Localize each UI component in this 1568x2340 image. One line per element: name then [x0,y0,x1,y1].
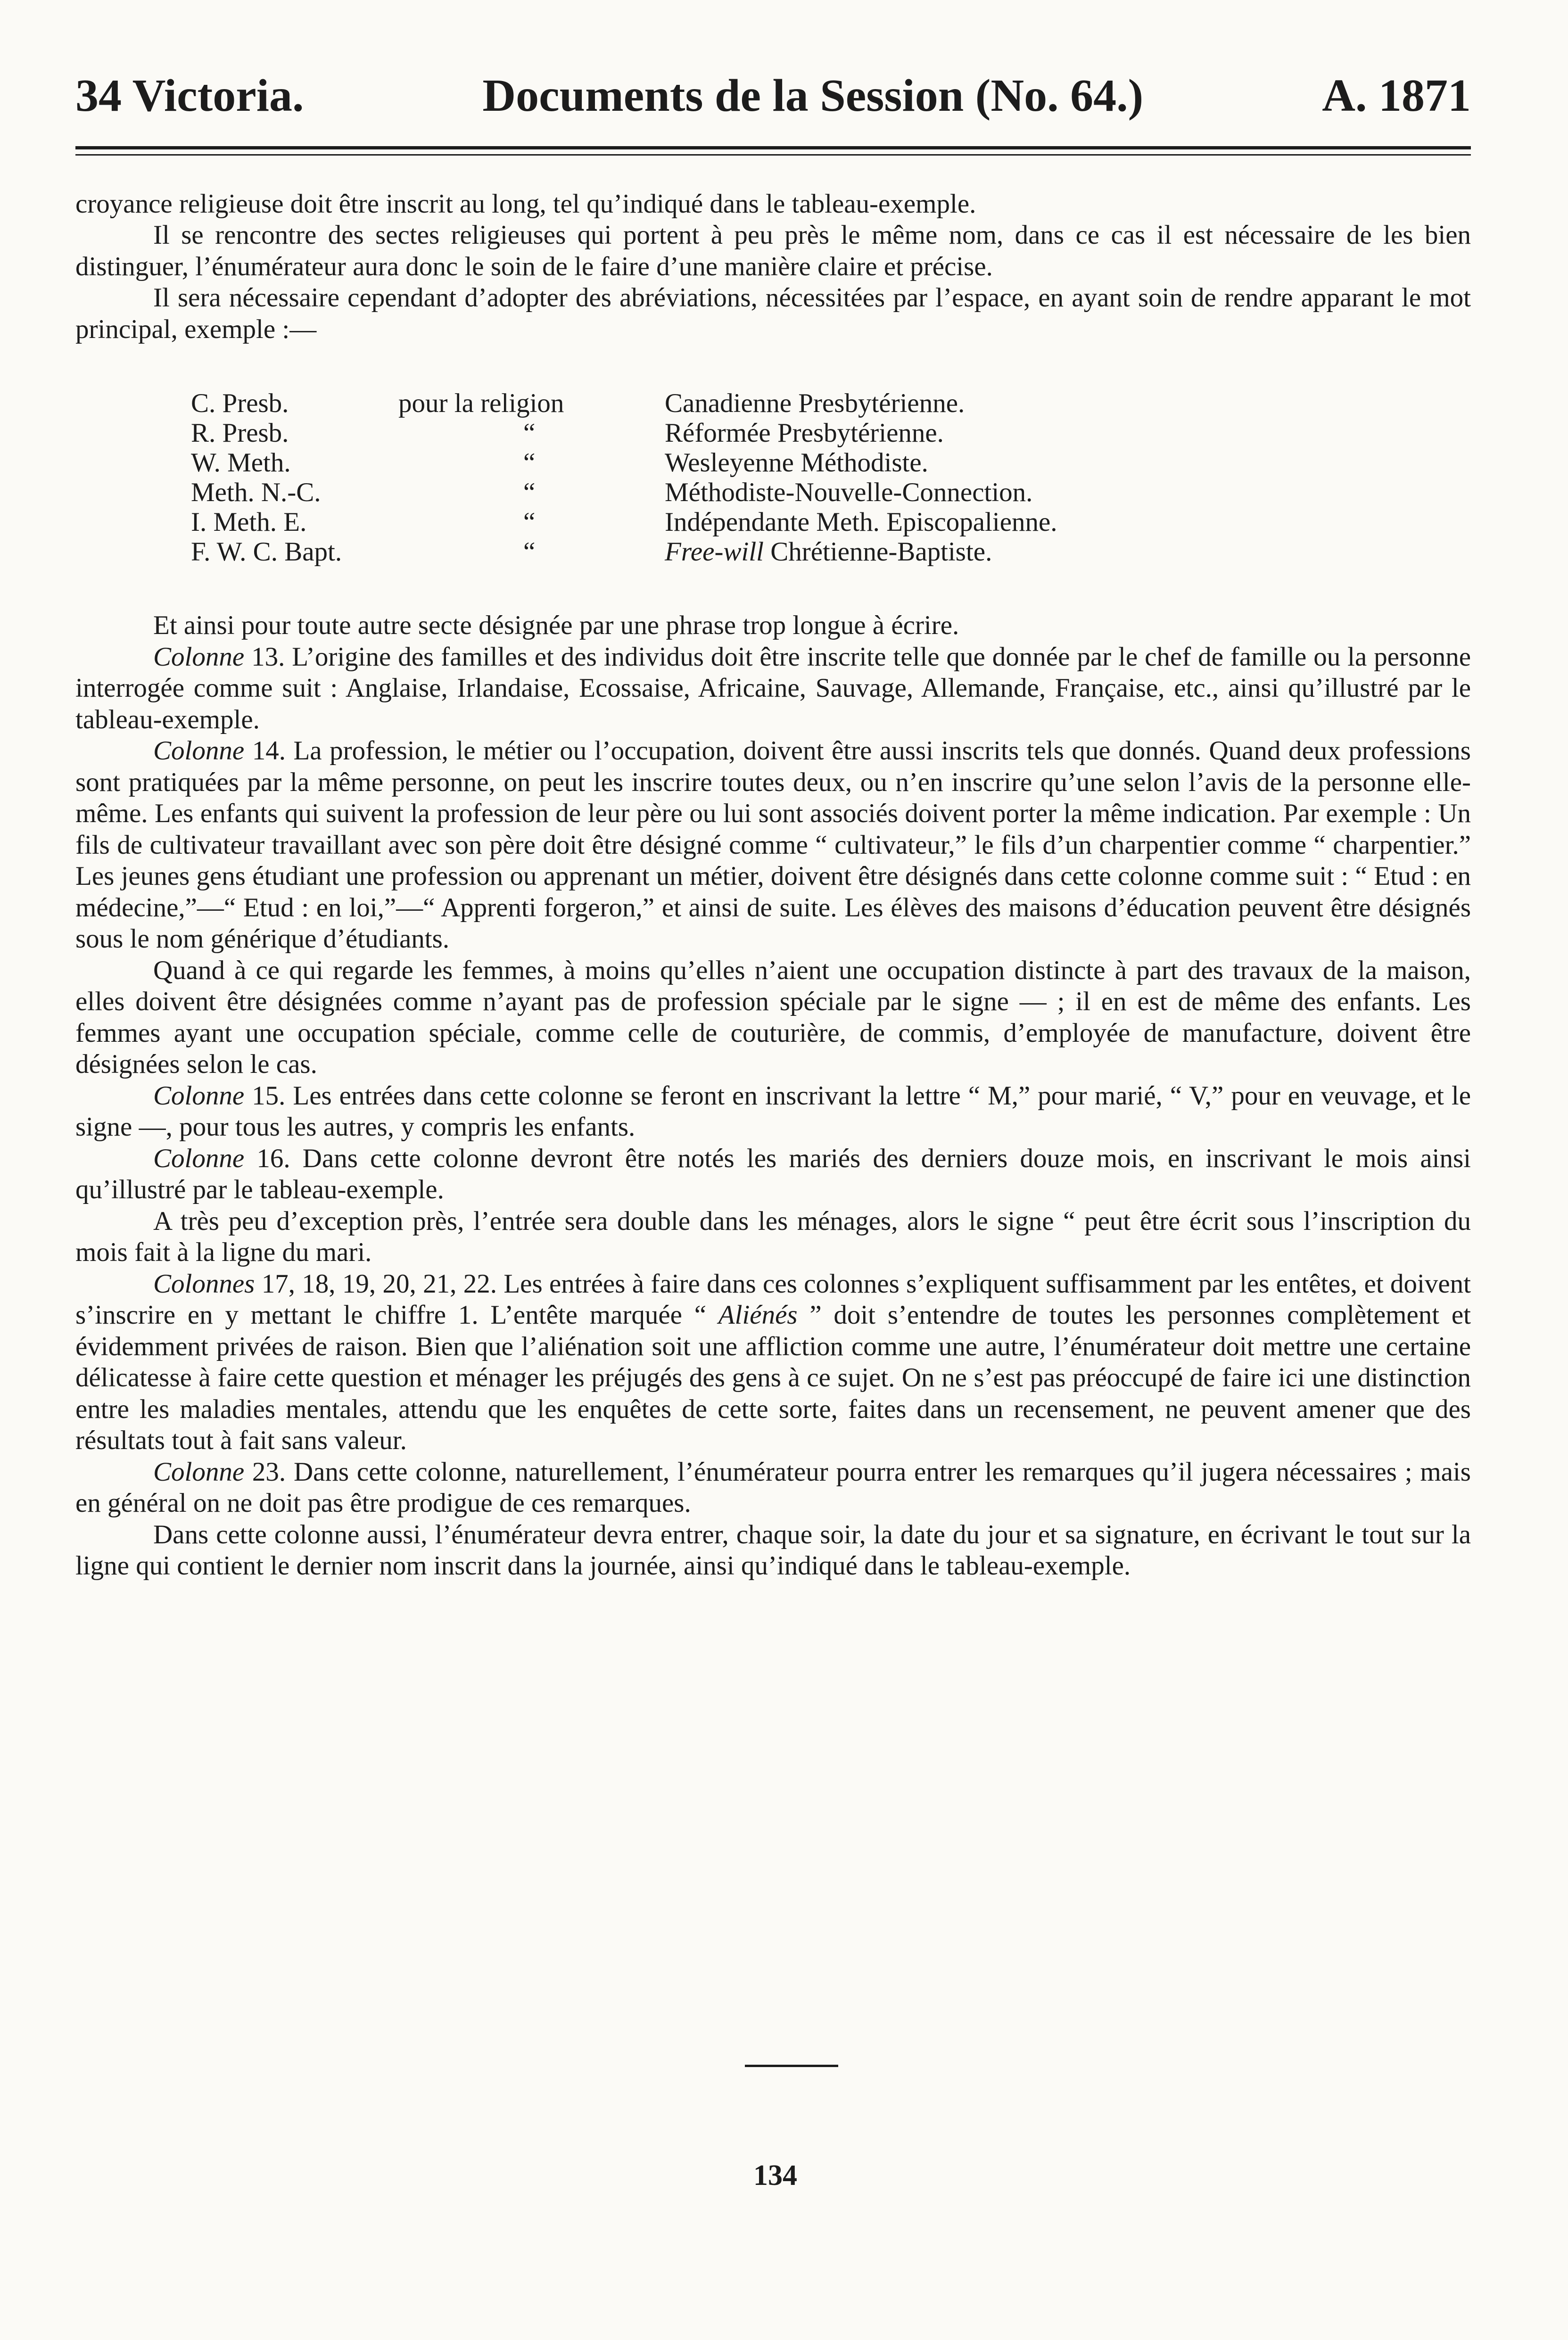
colonne-label: Colonne [153,642,245,672]
abbr-meaning [665,537,1372,567]
colonnes-label: Colonnes [153,1269,255,1299]
header-year: A. 1871 [1322,70,1471,121]
colonne-label: Colonne [153,736,245,766]
abbr-meaning: Wesleyenne Méthodiste. [665,448,928,478]
abbr-term: F. W. C. Bapt. [191,537,342,567]
paragraph-colonne-15 [75,1080,1471,1143]
abbr-ditto: “ [523,537,536,567]
colonne-23-text: 23. Dans cette colonne, naturellement, l’énumérateur pourra entrer les remarques qu’il jugera nécessaires ; mais en général on ne doit pas être prodigue de ces remarques. [75,1457,1471,1518]
abbr-meaning: Réformée Presbytérienne. [665,418,944,448]
page-number: 134 [753,2159,797,2192]
paragraph-femmes: Quand à ce qui regarde les femmes, à moins qu’elles n’aient une occupation distincte à part des travaux de la maison, elles doivent être désignées comme n’ayant pas de profession spéciale par le signe — ; il en est de même des enfants. Les femmes ayant une occupation spéciale, comme celle de couturière, de commis, d’employée de manufacture, doivent être désignées selon le cas. [75,955,1471,1079]
paragraph-autre-secte: Et ainsi pour toute autre secte désignée par une phrase trop longue à écrire. [153,610,959,641]
abbr-meaning: Méthodiste-Nouvelle-Connection. [665,478,1033,508]
paragraph-colonnes-17-22 [75,1269,1471,1457]
paragraph-signature: Dans cette colonne aussi, l’énumérateur devra entrer, chaque soir, la date du jour et sa signature, en écrivant le tout sur la ligne qui contient le dernier nom inscrit dans la journée, ainsi qu’indiqué dans le tableau-exemple. [75,1519,1471,1581]
colonnes-17-22-text-a: 17, 18, 19, 20, 21, 22. Les entrées à faire dans ces colonnes s’expliquent suffisamment par les entêtes, et doivent s’inscrire en y mettant le chiffre 1. L’entête marquée “ [75,1269,1471,1330]
paragraph-colonne-14 [75,735,1471,955]
paragraph-colonne-13 [75,642,1471,736]
alienes-term: Aliénés [718,1300,798,1330]
footer-rule [745,2065,838,2067]
body-text [75,189,1471,1582]
colonne-15-text: 15. Les entrées dans cette colonne se feront en inscrivant la lettre “ M,” pour marié, “ V,” pour en veuvage, et le signe —, pour tous les autres, y compris les enfants. [75,1080,1471,1142]
abbr-term: R. Presb. [191,418,289,448]
document-page [75,71,1471,1582]
abbr-term: I. Meth. E. [191,507,307,537]
paragraph-continuation: croyance religieuse doit être inscrit au long, tel qu’indiqué dans le tableau-exemple. [75,189,976,219]
abbr-ditto: “ [523,448,536,478]
abbr-term: C. Presb. [191,388,289,419]
abbr-meaning-italic: Free-will [665,537,764,567]
colonne-16-text: 16. Dans cette colonne devront être notés les mariés des derniers douze mois, en inscrivant le mois ainsi qu’illustré par le tableau-exemple. [75,1143,1471,1205]
colonne-13-text: 13. L’origine des familles et des individus doit être inscrite telle que donnée par le chef de famille ou la personne interrogée comme suit : Anglaise, Irlandaise, Ecossaise, Africaine, Sauvage, Allemande, Française, etc., ainsi qu’illustré par le tableau-exemple. [75,642,1471,734]
abbr-meaning-rest: Chrétienne-Baptiste. [764,537,992,567]
colonne-label: Colonne [153,1143,245,1173]
colonne-14-text: 14. La profession, le métier ou l’occupation, doivent être aussi inscrits tels que donnés. Quand deux professions sont pratiquées par la même personne, on peut les inscrire toutes deux, ou n’en inscrire qu’une selon l’avis de la personne elle-même. Les enfants qui suivent la profession de leur père ou lui sont associés doivent porter la même indication. Par exemple : Un fils de cultivateur travaillant avec son père doit être désigné comme “ cultivateur,” le fils d’un charpentier comme “ charpentier.” Les jeunes gens étudiant une profession ou apprenant un métier, doivent être désignés dans cette colonne comme suit : “ Etud : en médecine,”—“ Etud : en loi,”—“ Apprenti forgeron,” et ainsi de suite. Les élèves des maisons d’éducation peuvent être désignés sous le nom générique d’étudiants. [75,736,1471,954]
colonne-label: Colonne [153,1457,245,1487]
colonne-label: Colonne [153,1080,245,1111]
header-rule-thin [75,154,1471,156]
abbr-meaning: Canadienne Presbytérienne. [665,388,965,419]
paragraph-entree-double: A très peu d’exception près, l’entrée sera double dans les ménages, alors le signe “ peut être écrit sous l’inscription du mois fait à la ligne du mari. [75,1206,1471,1268]
running-header [75,71,1471,122]
abbr-meaning: Indépendante Meth. Episcopalienne. [665,507,1057,537]
paragraph-sectes: Il se rencontre des sectes religieuses qui portent à peu près le même nom, dans ce cas il est nécessaire de les bien distinguer, l’énumérateur aura donc le soin de le faire d’une manière claire et précise. [75,220,1471,281]
abbr-term: Meth. N.-C. [191,478,321,508]
paragraph-colonne-16 [75,1143,1471,1206]
abbr-link: pour la religion [398,388,564,419]
abbr-term: W. Meth. [191,448,291,478]
abbr-ditto: “ [523,507,536,537]
abbreviation-list [191,388,1471,567]
abbr-ditto: “ [523,418,536,448]
colonnes-17-22-text-b: ” doit s’entendre de toutes les personnes complètement et évidemment privées de raison. Bien que l’aliénation soit une affliction comme une autre, l’énumérateur doit mettre une certaine délicatesse à faire cette question et ménager les préjugés des gens à ce sujet. On ne s’est pas préoccupé de faire ici une distinction entre les maladies mentales, attendu que les enquêtes de cette sorte, faites dans un recensement, ne peuvent amener que des résultats tout à fait sans valeur. [75,1300,1471,1456]
header-document-title: Documents de la Session (No. 64.) [482,70,1144,121]
abbr-ditto: “ [523,478,536,508]
header-rule-thick [75,146,1471,149]
paragraph-abreviations: Il sera nécessaire cependant d’adopter des abréviations, nécessitées par l’espace, en ayant soin de rendre apparant le mot principal, exemple :— [75,283,1471,344]
paragraph-colonne-23 [75,1457,1471,1519]
header-regnal-year: 34 Victoria. [75,70,304,121]
